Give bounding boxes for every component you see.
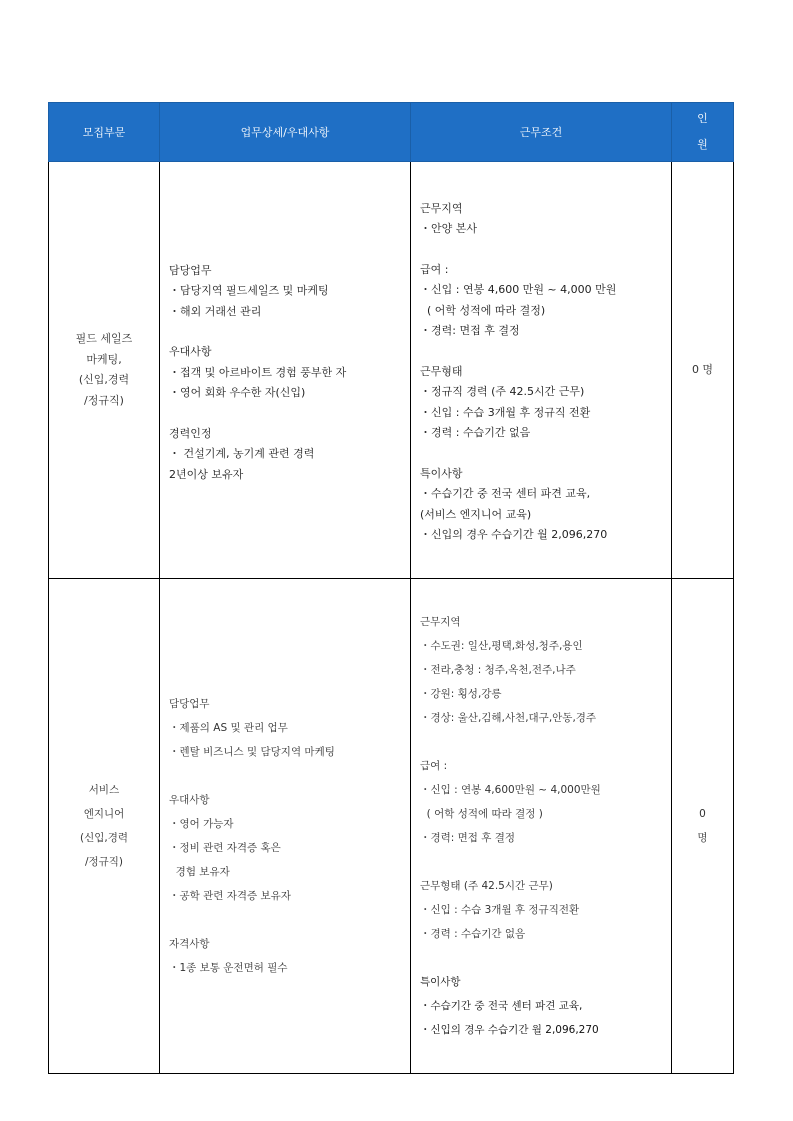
headcount-cell xyxy=(672,579,734,1074)
qualifications-block xyxy=(169,932,404,980)
location-item: ・경상: 울산,김해,사천,대구,안동,경주 xyxy=(420,712,597,724)
headcount-unit: 명 xyxy=(697,832,708,844)
duties-heading: 담당업무 xyxy=(169,263,212,277)
salary-item: ( 어학 성적에 따라 결정 ) xyxy=(420,808,543,820)
conditions-cell xyxy=(411,579,672,1074)
notes-heading: 특이사항 xyxy=(420,976,461,988)
preferences-block xyxy=(169,342,404,404)
experience-item: 2년이상 보유자 xyxy=(169,467,244,481)
work-type-item: ・정규직 경력 (주 42.5시간 근무) xyxy=(420,385,585,398)
dept-line: 마케팅, xyxy=(86,352,122,366)
preferences-item: ・정비 관련 자격증 혹은 xyxy=(169,842,281,854)
location-item: ・강원: 횡성,강릉 xyxy=(420,688,502,700)
duties-item: ・렌탈 비즈니스 및 담당지역 마케팅 xyxy=(169,746,335,758)
duties-cell xyxy=(160,162,411,579)
qualifications-heading: 자격사항 xyxy=(169,938,210,950)
preferences-item: 경험 보유자 xyxy=(169,866,230,878)
notes-block xyxy=(420,464,665,546)
dept-line: /정규직) xyxy=(84,393,124,407)
salary-item: ( 어학 성적에 따라 결정) xyxy=(420,303,546,317)
qualifications-item: ・1종 보통 운전면허 필수 xyxy=(169,962,288,974)
notes-block xyxy=(420,970,665,1042)
experience-block xyxy=(169,424,404,486)
notes-item: (서비스 엔지니어 교육) xyxy=(420,507,532,521)
salary-block xyxy=(420,260,665,342)
location-block xyxy=(420,610,665,730)
salary-heading: 급여 : xyxy=(420,760,448,772)
salary-item: ・신입 : 연봉 4,600 만원 ~ 4,000 만원 xyxy=(420,283,617,296)
preferences-item: ・접객 및 아르바이트 경험 풍부한 자 xyxy=(169,365,347,379)
preferences-block xyxy=(169,788,404,908)
location-item: ・전라,충청 : 청주,옥천,전주,나주 xyxy=(420,664,576,676)
dept-line: (신입,경력 xyxy=(78,373,130,386)
dept-line: /정규직) xyxy=(84,856,124,868)
header-dept: 모집부문 xyxy=(49,103,160,162)
duties-item: ・담당지역 필드세일즈 및 마케팅 xyxy=(169,284,329,298)
location-heading: 근무지역 xyxy=(420,201,463,215)
location-item: ・수도권: 일산,평택,화성,청주,용인 xyxy=(420,640,583,652)
conditions-cell xyxy=(411,162,672,579)
dept-line: 서비스 xyxy=(88,784,120,796)
duties-item: ・해외 거래선 관리 xyxy=(169,304,262,318)
notes-item: ・수습기간 중 전국 센터 파견 교육, xyxy=(420,1000,583,1012)
table-row-field-sales xyxy=(49,162,734,579)
dept-cell xyxy=(49,162,160,579)
salary-item: ・경력: 면접 후 결정 xyxy=(420,832,516,844)
notes-item: ・신입의 경우 수습기간 월 2,096,270 xyxy=(420,1024,599,1036)
table-header xyxy=(49,103,734,162)
salary-item: ・신입 : 연봉 4,600만원 ~ 4,000만원 xyxy=(420,784,601,796)
headcount-value: 0 명 xyxy=(691,362,714,376)
headcount-value: 0 xyxy=(699,808,706,820)
duties-block xyxy=(169,692,404,764)
dept-cell xyxy=(49,579,160,1074)
notes-item: ・신입의 경우 수습기간 월 2,096,270 xyxy=(420,528,608,541)
work-type-item: ・경력 : 수습기간 없음 xyxy=(420,928,526,940)
preferences-heading: 우대사항 xyxy=(169,794,210,806)
salary-block xyxy=(420,754,665,850)
duties-item: ・제품의 AS 및 관리 업무 xyxy=(169,722,288,734)
headcount-cell xyxy=(672,162,734,579)
header-headcount-line1: 인 xyxy=(697,112,708,125)
header-headcount-line2: 원 xyxy=(697,138,708,151)
dept-line: (신입,경력 xyxy=(79,832,128,844)
experience-heading: 경력인정 xyxy=(169,426,212,440)
salary-heading: 급여 : xyxy=(420,262,449,276)
header-conditions: 근무조건 xyxy=(411,103,672,162)
table-row-service-engineer xyxy=(49,579,734,1074)
header-duties: 업무상세/우대사항 xyxy=(160,103,411,162)
location-heading: 근무지역 xyxy=(420,616,461,628)
location-block xyxy=(420,199,665,240)
preferences-heading: 우대사항 xyxy=(169,345,212,359)
preferences-item: ・공학 관련 자격증 보유자 xyxy=(169,890,291,902)
duties-block xyxy=(169,261,404,323)
work-type-item: ・신입 : 수습 3개월 후 정규직 전환 xyxy=(420,405,591,419)
work-type-block xyxy=(420,362,665,444)
work-type-heading: 근무형태 (주 42.5시간 근무) xyxy=(420,880,553,892)
work-type-heading: 근무형태 xyxy=(420,364,463,378)
experience-item: ・ 건설기계, 농기계 관련 경력 xyxy=(169,447,315,461)
duties-cell xyxy=(160,579,411,1074)
dept-line: 필드 세일즈 xyxy=(75,332,133,345)
location-item: ・안양 본사 xyxy=(420,222,478,235)
dept-line: 엔지니어 xyxy=(83,808,125,820)
recruitment-table xyxy=(48,102,734,1074)
preferences-item: ・영어 회화 우수한 자(신입) xyxy=(169,386,306,400)
work-type-item: ・경력 : 수습기간 없음 xyxy=(420,426,531,439)
duties-heading: 담당업무 xyxy=(169,698,210,710)
salary-item: ・경력: 면접 후 결정 xyxy=(420,324,520,337)
work-type-block xyxy=(420,874,665,946)
header-headcount xyxy=(672,103,734,162)
preferences-item: ・영어 가능자 xyxy=(169,818,234,830)
notes-heading: 특이사항 xyxy=(420,466,463,480)
work-type-item: ・신입 : 수습 3개월 후 정규직전환 xyxy=(420,904,580,916)
notes-item: ・수습기간 중 전국 센터 파견 교육, xyxy=(420,487,591,500)
